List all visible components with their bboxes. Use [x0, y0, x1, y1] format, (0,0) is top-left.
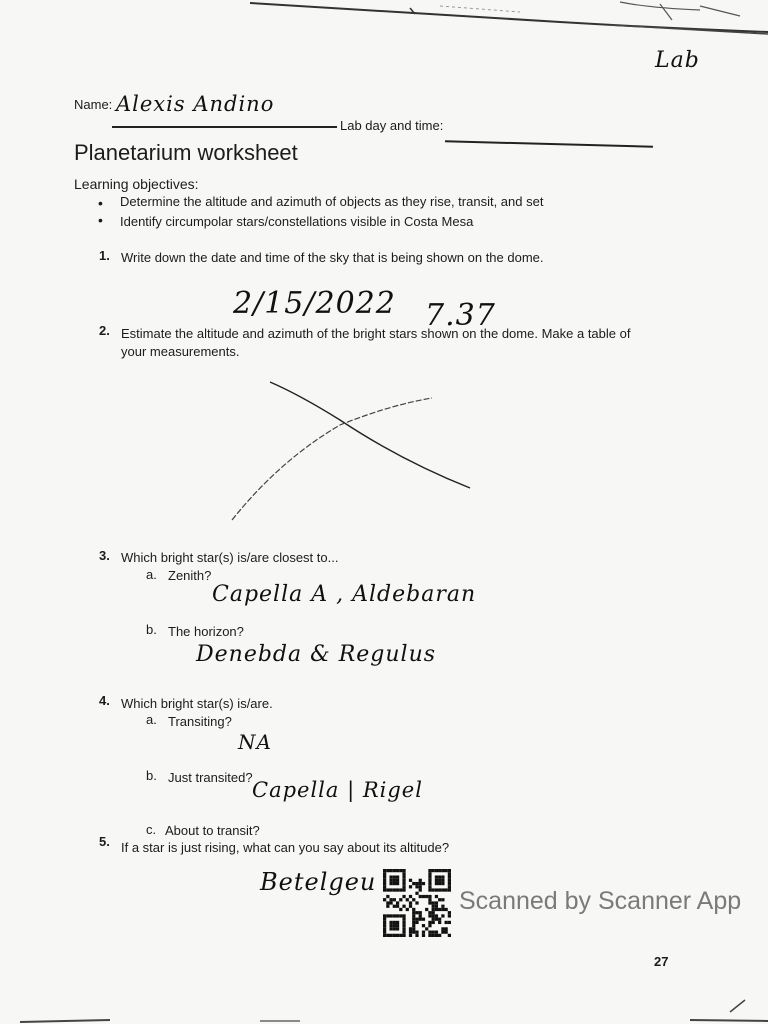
- lab-day-label: Lab day and time:: [340, 118, 444, 133]
- page-title: Planetarium worksheet: [74, 140, 298, 165]
- sub-question-text: Just transited?: [168, 770, 253, 785]
- sub-label: b.: [146, 768, 157, 783]
- answer-date: 2/15/2022: [233, 286, 396, 321]
- page-number: 27: [654, 954, 669, 969]
- sub-label: c.: [146, 822, 157, 837]
- question-text: Estimate the altitude and azimuth of the bright stars shown on the dome. Make a table of: [121, 326, 631, 341]
- answer-zenith: Capella A , Aldebaran: [212, 582, 477, 607]
- answer-just-transited: Capella | Rigel: [252, 778, 423, 802]
- sub-label: a.: [146, 712, 157, 727]
- bullet-icon: •: [98, 195, 103, 211]
- sub-question-text: Zenith?: [168, 568, 212, 583]
- question-number: 2.: [99, 323, 110, 338]
- qr-code-icon: [383, 869, 451, 937]
- sub-label: a.: [146, 567, 157, 582]
- question-number: 3.: [99, 548, 110, 563]
- question-text: If a star is just rising, what can you say about its altitude?: [121, 840, 450, 855]
- question-number: 1.: [99, 248, 110, 263]
- answer-time: 7.37: [425, 298, 496, 333]
- sub-question-text: The horizon?: [168, 624, 244, 639]
- objective-item: Determine the altitude and azimuth of objects as they rise, transit, and set: [120, 194, 544, 209]
- watermark: Scanned by Scanner App: [459, 887, 742, 915]
- objectives-heading: Learning objectives:: [74, 176, 199, 192]
- question-number: 5.: [99, 834, 110, 849]
- question-text: Write down the date and time of the sky that is being shown on the dome.: [121, 250, 544, 265]
- question-number: 4.: [99, 693, 110, 708]
- question-text: your measurements.: [121, 344, 240, 359]
- answer-transiting: NA: [238, 730, 272, 754]
- corner-note: Lab: [655, 48, 700, 73]
- question-text: Which bright star(s) is/are closest to...: [121, 550, 339, 565]
- answer-horizon: Denebda & Regulus: [196, 642, 437, 667]
- objective-item: Identify circumpolar stars/constellations visible in Costa Mesa: [120, 214, 474, 229]
- bullet-icon: •: [98, 212, 103, 228]
- question-text: Which bright star(s) is/are.: [121, 696, 273, 711]
- sub-question-text: Transiting?: [168, 714, 232, 729]
- sub-label: b.: [146, 622, 157, 637]
- answer-about-to-transit: Betelgeu: [260, 868, 377, 896]
- sub-question-text: About to transit?: [165, 823, 260, 838]
- name-value: Alexis Andino: [116, 92, 275, 116]
- name-label: Name:: [74, 97, 113, 112]
